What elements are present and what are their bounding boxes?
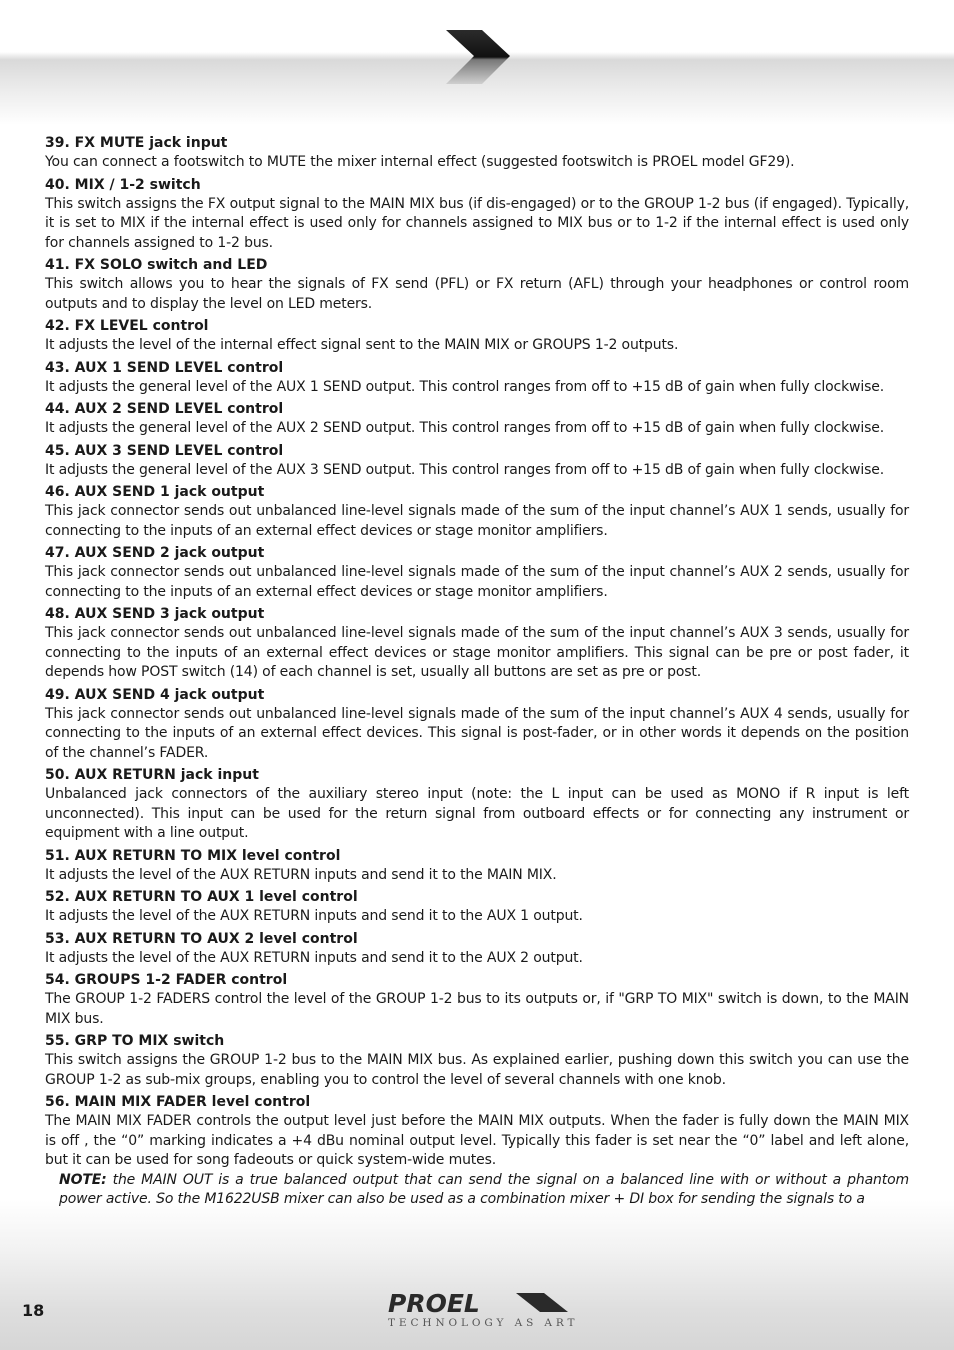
section-text: The MAIN MIX FADER controls the output level just before the MAIN MIX outputs. When the fader is fully down the MAIN MIX is off , the “0” marking indicates a +4 dBu nominal output level. Typically this fader is set near the “0” label and left alone, but it can be used for song fadeouts or quick system-wide mutes. xyxy=(45,1113,909,1168)
section-text: This jack connector sends out unbalanced line-level signals made of the sum of the input channel’s AUX 4 sends, usually for connecting to the inputs of an external effect devices. This signal is post-fader, or in other words it depends on the position of the channel’s FADER. xyxy=(45,705,909,761)
section-heading: 52. AUX RETURN TO AUX 1 level control xyxy=(45,889,358,905)
section-48 xyxy=(45,602,909,683)
section-text: It adjusts the general level of the AUX 3 SEND output. This control ranges from off to +15 dB of gain when fully clockwise. xyxy=(45,461,884,478)
section-39 xyxy=(45,131,909,173)
section-heading: 55. GRP TO MIX switch xyxy=(45,1033,225,1049)
page-number: 18 xyxy=(22,1301,45,1320)
section-44 xyxy=(45,397,909,439)
section-text: It adjusts the level of the internal effect signal sent to the MAIN MIX or GROUPS 1-2 outputs. xyxy=(45,337,679,353)
section-text: It adjusts the level of the AUX RETURN inputs and send it to the AUX 2 output. xyxy=(45,949,583,966)
section-55 xyxy=(45,1029,909,1090)
note-label: NOTE: xyxy=(59,1171,107,1188)
section-heading: 54. GROUPS 1-2 FADER control xyxy=(45,972,288,988)
section-45 xyxy=(45,439,909,481)
chevron-right-icon xyxy=(444,28,512,86)
section-heading: 40. MIX / 1-2 switch xyxy=(45,176,201,193)
section-text: This jack connector sends out unbalanced line-level signals made of the sum of the input channel’s AUX 3 sends, usually for connecting to the inputs of an external effect devices or stage monitor amplifiers. This signal can be pre or post fader, it depends how POST switch (14) of each channel is set, usually all buttons are set as pre or post. xyxy=(45,625,909,680)
section-text: It adjusts the general level of the AUX 1 SEND output. This control ranges from off to +15 dB of gain when fully clockwise. xyxy=(45,378,884,395)
section-42 xyxy=(45,314,909,356)
section-51 xyxy=(45,844,909,886)
section-heading: 47. AUX SEND 2 jack output xyxy=(45,545,265,561)
section-47 xyxy=(45,541,909,602)
section-heading: 45. AUX 3 SEND LEVEL control xyxy=(45,442,284,459)
section-heading: 44. AUX 2 SEND LEVEL control xyxy=(45,401,284,417)
note-paragraph xyxy=(45,1171,909,1210)
section-52 xyxy=(45,885,909,927)
logo-tagline: TECHNOLOGY AS ART xyxy=(388,1317,579,1329)
section-heading: 51. AUX RETURN TO MIX level control xyxy=(45,847,341,864)
section-heading: 46. AUX SEND 1 jack output xyxy=(45,484,265,500)
section-heading: 39. FX MUTE jack input xyxy=(45,135,228,151)
section-56 xyxy=(45,1090,909,1171)
section-text: This jack connector sends out unbalanced line-level signals made of the sum of the input channel’s AUX 1 sends, usually for connecting to the inputs of an external effect devices or stage monitor amplifiers. xyxy=(45,503,909,539)
section-text: Unbalanced jack connectors of the auxiliary stereo input (note: the L input can be used as MONO if R input is left unconnected). This input can be used for the return signal from outboard effects or for connecting any instrument or equipment with a line output. xyxy=(45,786,909,841)
note-text: the MAIN OUT is a true balanced output that can send the signal on a balanced line with or without a phantom power active. So the M1622USB mixer can also be used as a combination mixer + DI box for sending the signals to a xyxy=(59,1171,909,1207)
section-53 xyxy=(45,927,909,969)
section-46 xyxy=(45,480,909,541)
section-text: You can connect a footswitch to MUTE the mixer internal effect (suggested footswitch is PROEL model GF29). xyxy=(45,154,795,170)
section-text: This jack connector sends out unbalanced line-level signals made of the sum of the input channel’s AUX 2 sends, usually for connecting to the inputs of an external effect devices or stage monitor amplifiers. xyxy=(45,564,909,600)
section-54 xyxy=(45,968,909,1029)
section-heading: 56. MAIN MIX FADER level control xyxy=(45,1094,311,1110)
document-body xyxy=(45,131,909,1210)
section-heading: 41. FX SOLO switch and LED xyxy=(45,257,268,273)
section-text: It adjusts the level of the AUX RETURN inputs and send it to the MAIN MIX. xyxy=(45,866,557,883)
section-43 xyxy=(45,356,909,398)
section-41 xyxy=(45,253,909,314)
section-text: It adjusts the general level of the AUX 2 SEND output. This control ranges from off to +15 dB of gain when fully clockwise. xyxy=(45,420,884,436)
section-heading: 49. AUX SEND 4 jack output xyxy=(45,686,265,703)
section-heading: 43. AUX 1 SEND LEVEL control xyxy=(45,359,284,376)
section-heading: 48. AUX SEND 3 jack output xyxy=(45,606,265,622)
section-text: The GROUP 1-2 FADERS control the level of the GROUP 1-2 bus to its outputs or, if "GRP TO MIX" switch is down, to the MAIN MIX bus. xyxy=(45,991,909,1027)
section-heading: 53. AUX RETURN TO AUX 2 level control xyxy=(45,930,358,947)
section-text: It adjusts the level of the AUX RETURN inputs and send it to the AUX 1 output. xyxy=(45,908,583,924)
section-heading: 42. FX LEVEL control xyxy=(45,318,209,334)
logo-chevron-icon xyxy=(516,1293,568,1312)
section-49 xyxy=(45,683,909,764)
section-50 xyxy=(45,763,909,844)
section-40 xyxy=(45,173,909,254)
section-heading: 50. AUX RETURN jack input xyxy=(45,767,259,783)
proel-logo xyxy=(386,1290,579,1336)
section-text: This switch allows you to hear the signals of FX send (PFL) or FX return (AFL) through your headphones or control room outputs and to display the level on LED meters. xyxy=(45,276,909,312)
section-text: This switch assigns the FX output signal to the MAIN MIX bus (if dis-engaged) or to the GROUP 1-2 bus (if engaged). Typically, it is set to MIX if the internal effect is used only for channels assigned to MIX bus or to 1-2 if the internal effect is used only for channels assigned to 1-2 bus. xyxy=(45,195,909,251)
section-text: This switch assigns the GROUP 1-2 bus to the MAIN MIX bus. As explained earlier, pushing down this switch you can use the GROUP 1-2 as sub-mix groups, enabling you to control the level of several channels with one knob. xyxy=(45,1052,909,1088)
logo-wordmark: PROEL xyxy=(388,1290,480,1318)
